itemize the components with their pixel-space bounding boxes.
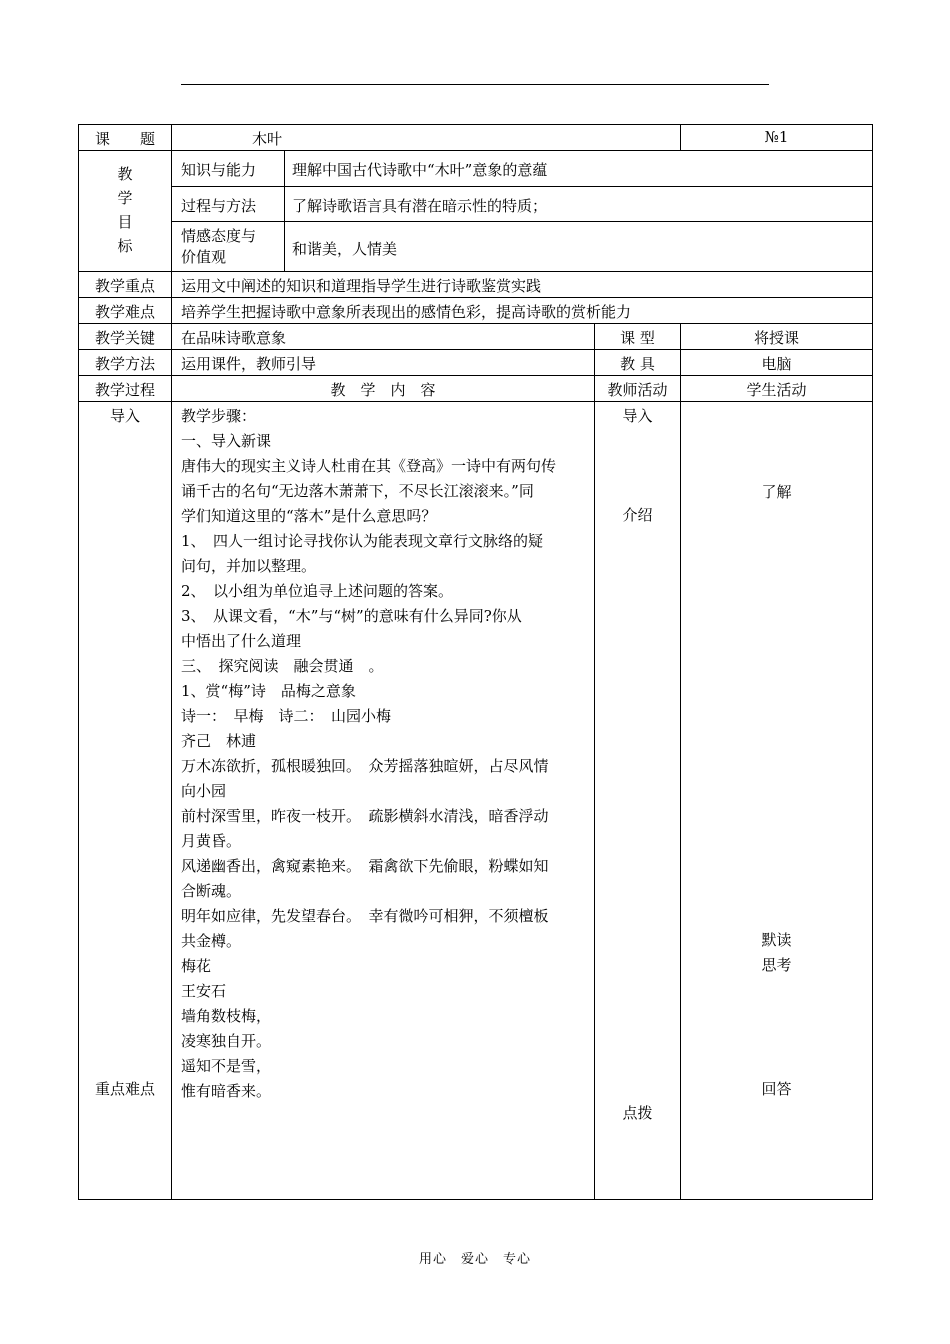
objective-knowledge-label: 知识与能力 bbox=[181, 161, 257, 179]
content-line: 前村深雪里，昨夜一枝开。 疏影横斜水清浅，暗香浮动 bbox=[181, 807, 549, 825]
lesson-type-label: 课 型 bbox=[620, 329, 655, 347]
teacher-introduce: 介绍 bbox=[622, 506, 653, 524]
content-line: 墙角数枝梅， bbox=[181, 1007, 272, 1025]
content-line: 3、 从课文看，“木”与“树”的意味有什么异同?你从 bbox=[181, 607, 522, 625]
content-line: 月黄昏。 bbox=[181, 832, 242, 850]
content-line: 1、赏“梅”诗 品梅之意象 bbox=[181, 682, 356, 700]
content-line: 明年如应律，先发望春台。 幸有微吟可相狎，不须檀板 bbox=[181, 907, 549, 925]
page-footer: 用心 爱心 专心 bbox=[418, 1252, 531, 1267]
content-line: 凌寒独自开。 bbox=[181, 1032, 272, 1050]
content-line: 万木冻欲折，孤根暖独回。 众芳摇落独暄妍，占尽风情 bbox=[181, 757, 549, 775]
content-line: 惟有暗香来。 bbox=[181, 1082, 272, 1100]
content-line: 王安石 bbox=[181, 982, 227, 1000]
student-answer: 回答 bbox=[761, 1080, 792, 1098]
lesson-number: №1 bbox=[764, 128, 789, 146]
content-line: 一、导入新课 bbox=[181, 432, 272, 450]
difficulties-text: 培养学生把握诗歌中意象所表现出的感情色彩，提高诗歌的赏析能力 bbox=[181, 303, 632, 321]
stage-key-difficulty: 重点难点 bbox=[94, 1080, 155, 1098]
difficulties-label: 教学难点 bbox=[94, 303, 155, 321]
key-points-text: 运用文中阐述的知识和道理指导学生进行诗歌鉴赏实践 bbox=[181, 277, 542, 295]
student-activity-header: 学生活动 bbox=[746, 381, 807, 399]
content-line: 中悟出了什么道理 bbox=[181, 632, 302, 650]
student-read: 默读 bbox=[761, 931, 792, 949]
objective-process-text: 了解诗歌语言具有潜在暗示性的特质； bbox=[292, 197, 548, 215]
lesson-title: 木叶 bbox=[252, 130, 283, 148]
content-line: 共金樽。 bbox=[181, 932, 242, 950]
content-line: 风递幽香出，禽窥素艳来。 霜禽欲下先偷眼，粉蝶如知 bbox=[181, 857, 549, 875]
objective-attitude-text: 和谐美，人情美 bbox=[292, 240, 398, 258]
content-line: 向小园 bbox=[181, 782, 227, 800]
content-line: 齐己 林逋 bbox=[181, 732, 257, 750]
content-line: 遥知不是雪， bbox=[181, 1057, 272, 1075]
key-points-label: 教学重点 bbox=[94, 277, 155, 295]
content-line: 诗一： 早梅 诗二： 山园小梅 bbox=[181, 707, 392, 725]
top-rule bbox=[181, 84, 769, 85]
content-line: 问句，并加以整理。 bbox=[181, 557, 317, 575]
content-line: 诵千古的名句“无边落木萧萧下，不尽长江滚滚来。”同 bbox=[181, 482, 534, 500]
process-content-header: 教 学 内 容 bbox=[330, 381, 436, 399]
content-line: 合断魂。 bbox=[181, 882, 242, 900]
key-text: 在品味诗歌意象 bbox=[181, 329, 287, 347]
teaching-content bbox=[181, 404, 593, 1104]
content-line: 学们知道这里的“落木”是什么意思吗？ bbox=[181, 507, 437, 525]
teacher-activity-header: 教师活动 bbox=[607, 381, 668, 399]
content-line: 三、 探究阅读 融会贯通 。 bbox=[181, 657, 384, 675]
content-line: 教学步骤： bbox=[181, 407, 257, 425]
tool-label: 教 具 bbox=[620, 355, 655, 373]
content-line: 梅花 bbox=[181, 957, 212, 975]
objective-process-label: 过程与方法 bbox=[181, 197, 257, 215]
stage-intro: 导入 bbox=[109, 407, 140, 425]
process-label: 教学过程 bbox=[94, 381, 155, 399]
teacher-intro: 导入 bbox=[622, 407, 653, 425]
tool-value: 电脑 bbox=[761, 355, 792, 373]
content-line: 唐伟大的现实主义诗人杜甫在其《登高》一诗中有两句传 bbox=[181, 457, 557, 475]
content-line: 2、 以小组为单位追寻上述问题的答案。 bbox=[181, 582, 454, 600]
topic-label: 课 题 bbox=[94, 130, 155, 148]
method-label: 教学方法 bbox=[94, 355, 155, 373]
method-text: 运用课件，教师引导 bbox=[181, 355, 317, 373]
key-label: 教学关键 bbox=[94, 329, 155, 347]
objective-attitude-label: 情感态度与 价值观 bbox=[181, 227, 257, 266]
student-think: 思考 bbox=[761, 956, 792, 974]
student-understand: 了解 bbox=[761, 483, 792, 501]
content-line: 1、 四人一组讨论寻找你认为能表现文章行文脉络的疑 bbox=[181, 532, 544, 550]
lesson-type-value: 将授课 bbox=[753, 329, 799, 347]
teacher-guide: 点拨 bbox=[622, 1104, 653, 1122]
objective-knowledge-text: 理解中国古代诗歌中“木叶”意象的意蕴 bbox=[292, 161, 548, 179]
